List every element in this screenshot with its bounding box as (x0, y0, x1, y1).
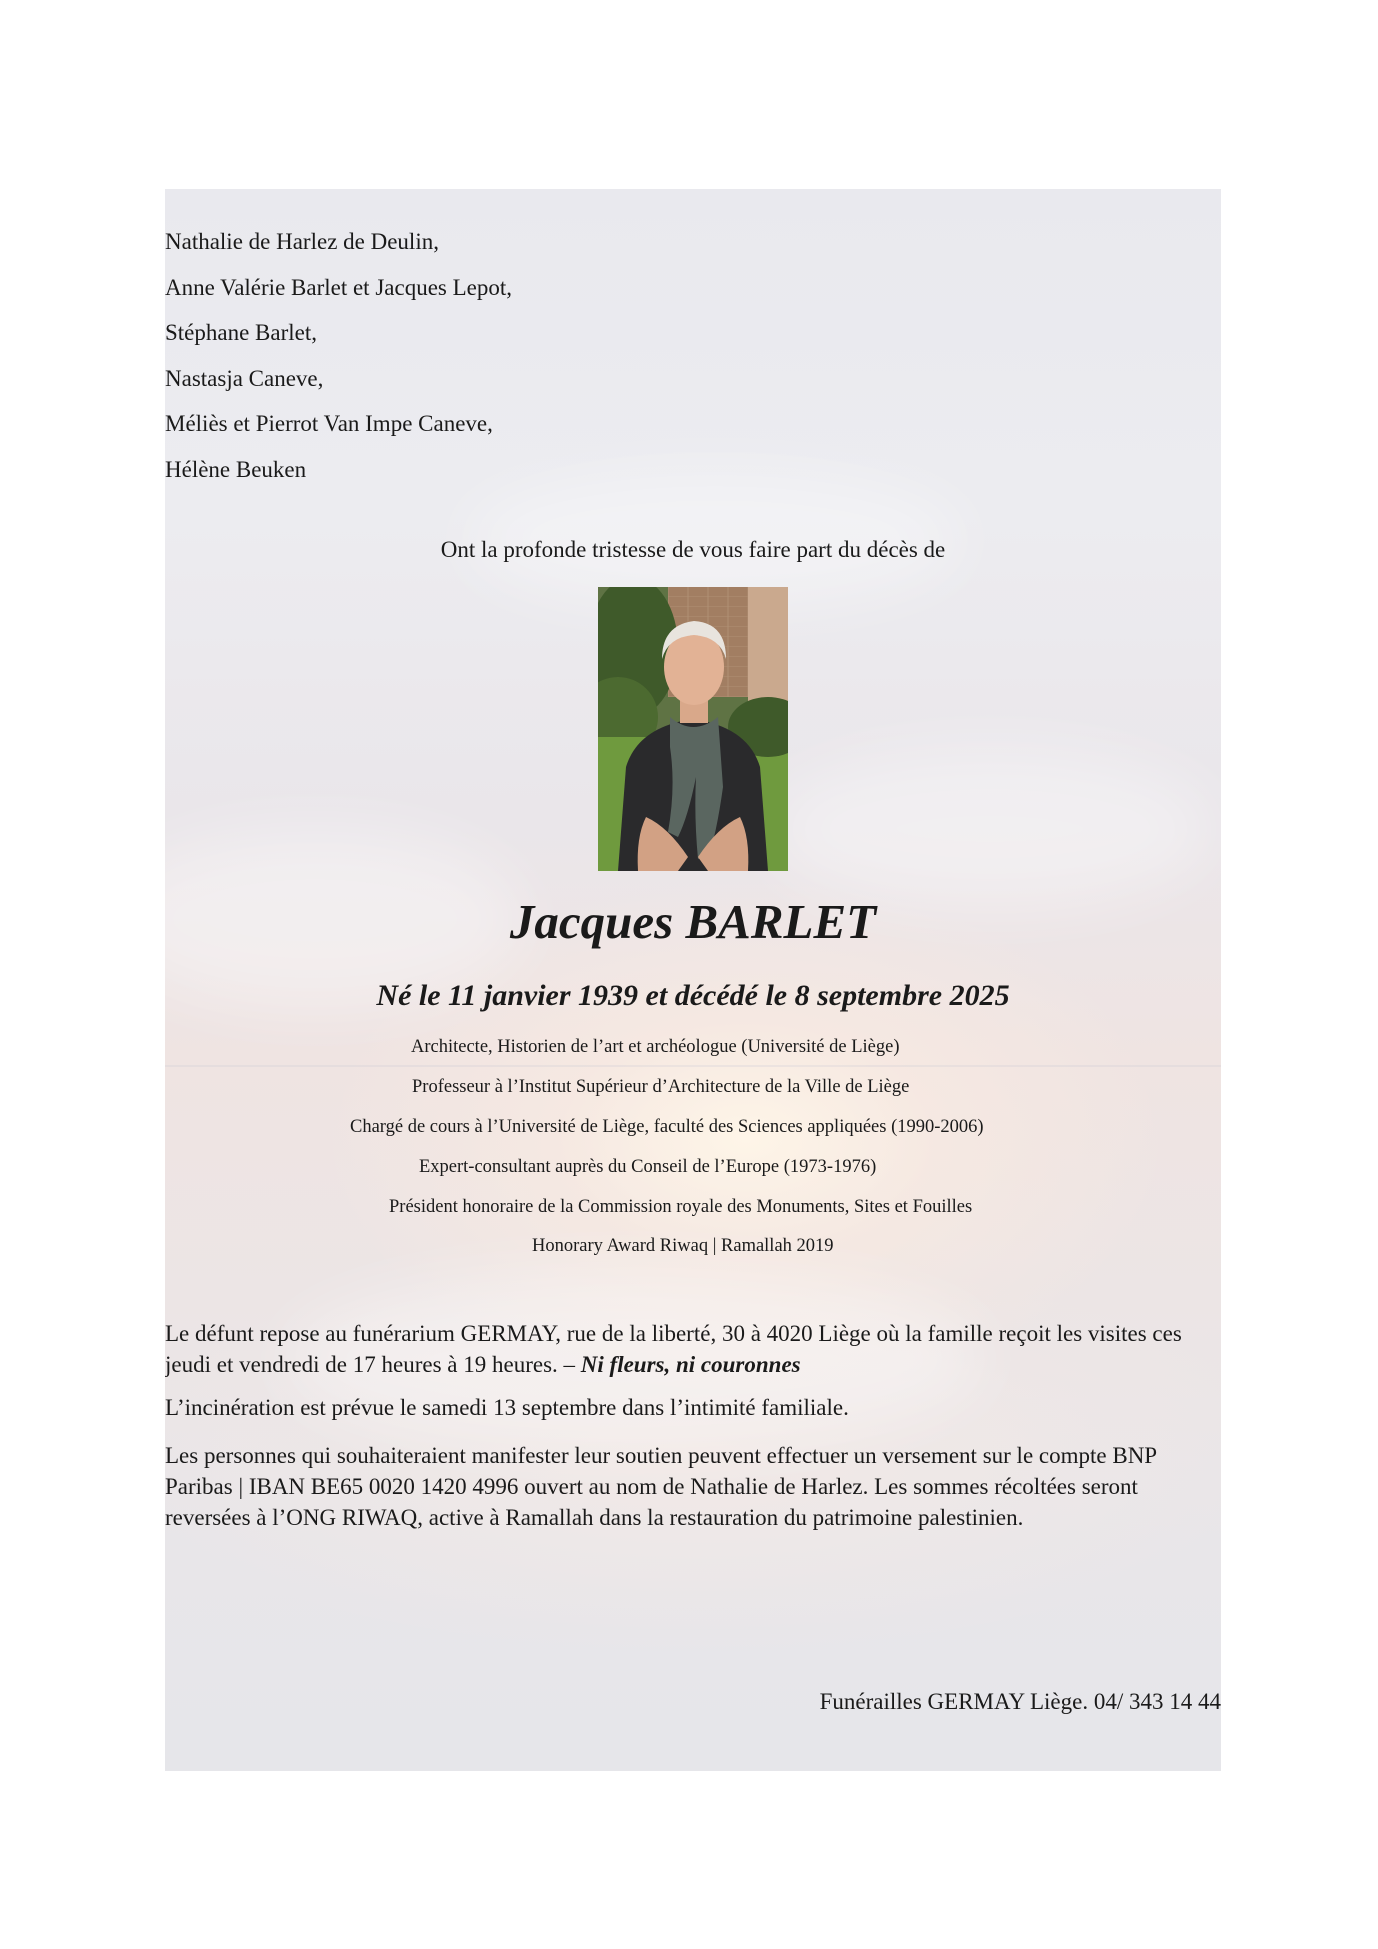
portrait-photo (598, 587, 788, 871)
announcement-intro: Ont la profonde tristesse de vous faire part du décès de (440, 537, 946, 562)
family-member: Hélène Beuken (165, 456, 307, 482)
career-title: Professeur à l’Institut Supérieur d’Architecture de la Ville de Liège (412, 1077, 910, 1097)
visitation-text: Le défunt repose au funérarium GERMAY, rue de la liberté, 30 à 4020 Liège où la famille reçoit les visites ces jeudi et vendredi de 17 heures à 19 heures. – (165, 1321, 1182, 1377)
family-member: Nathalie de Harlez de Deulin, (165, 229, 439, 254)
career-title: Architecte, Historien de l’art et archéologue (Université de Liège) (411, 1037, 900, 1057)
career-title: Président honoraire de la Commission royale des Monuments, Sites et Fouilles (389, 1197, 973, 1217)
deceased-dates: Né le 11 janvier 1939 et décédé le 8 septembre 2025 (376, 979, 1010, 1012)
career-title: Chargé de cours à l’Université de Liège, faculté des Sciences appliquées (1990-2006) (350, 1117, 984, 1137)
family-member: Nastasja Caneve, (165, 365, 324, 391)
career-title: Honorary Award Riwaq | Ramallah 2019 (532, 1236, 834, 1256)
family-member: Stéphane Barlet, (165, 320, 318, 346)
funeral-home-contact: Funérailles GERMAY Liège. 04/ 343 14 44 (819, 1689, 1221, 1714)
cremation-paragraph: L’incinération est prévue le samedi 13 septembre dans l’intimité familiale. (165, 1395, 849, 1420)
career-title: Expert-consultant auprès du Conseil de l’Europe (1973-1976) (419, 1157, 877, 1177)
no-flowers-notice: Ni fleurs, ni couronnes (580, 1352, 801, 1377)
family-member: Anne Valérie Barlet et Jacques Lepot, (165, 274, 512, 300)
deceased-name: Jacques BARLET (509, 894, 877, 949)
donation-paragraph: Les personnes qui souhaiteraient manifester leur soutien peuvent effectuer un versement sur le compte BNP Paribas | IBAN BE65 0020 1420 4996 ouvert au nom de Nathalie de Harlez. Les sommes récoltées seront reversées à l’ONG RIWAQ, active à Ramallah dans la restauration du patrimoine palestinien. (165, 1443, 1157, 1530)
family-list (165, 219, 512, 493)
visitation-paragraph (165, 1318, 1221, 1380)
obituary-card (165, 189, 1221, 1771)
sea-horizon (165, 1065, 1221, 1067)
background-cloud (765, 749, 1215, 909)
portrait-illustration (598, 587, 788, 871)
family-member: Méliès et Pierrot Van Impe Caneve, (165, 411, 493, 437)
